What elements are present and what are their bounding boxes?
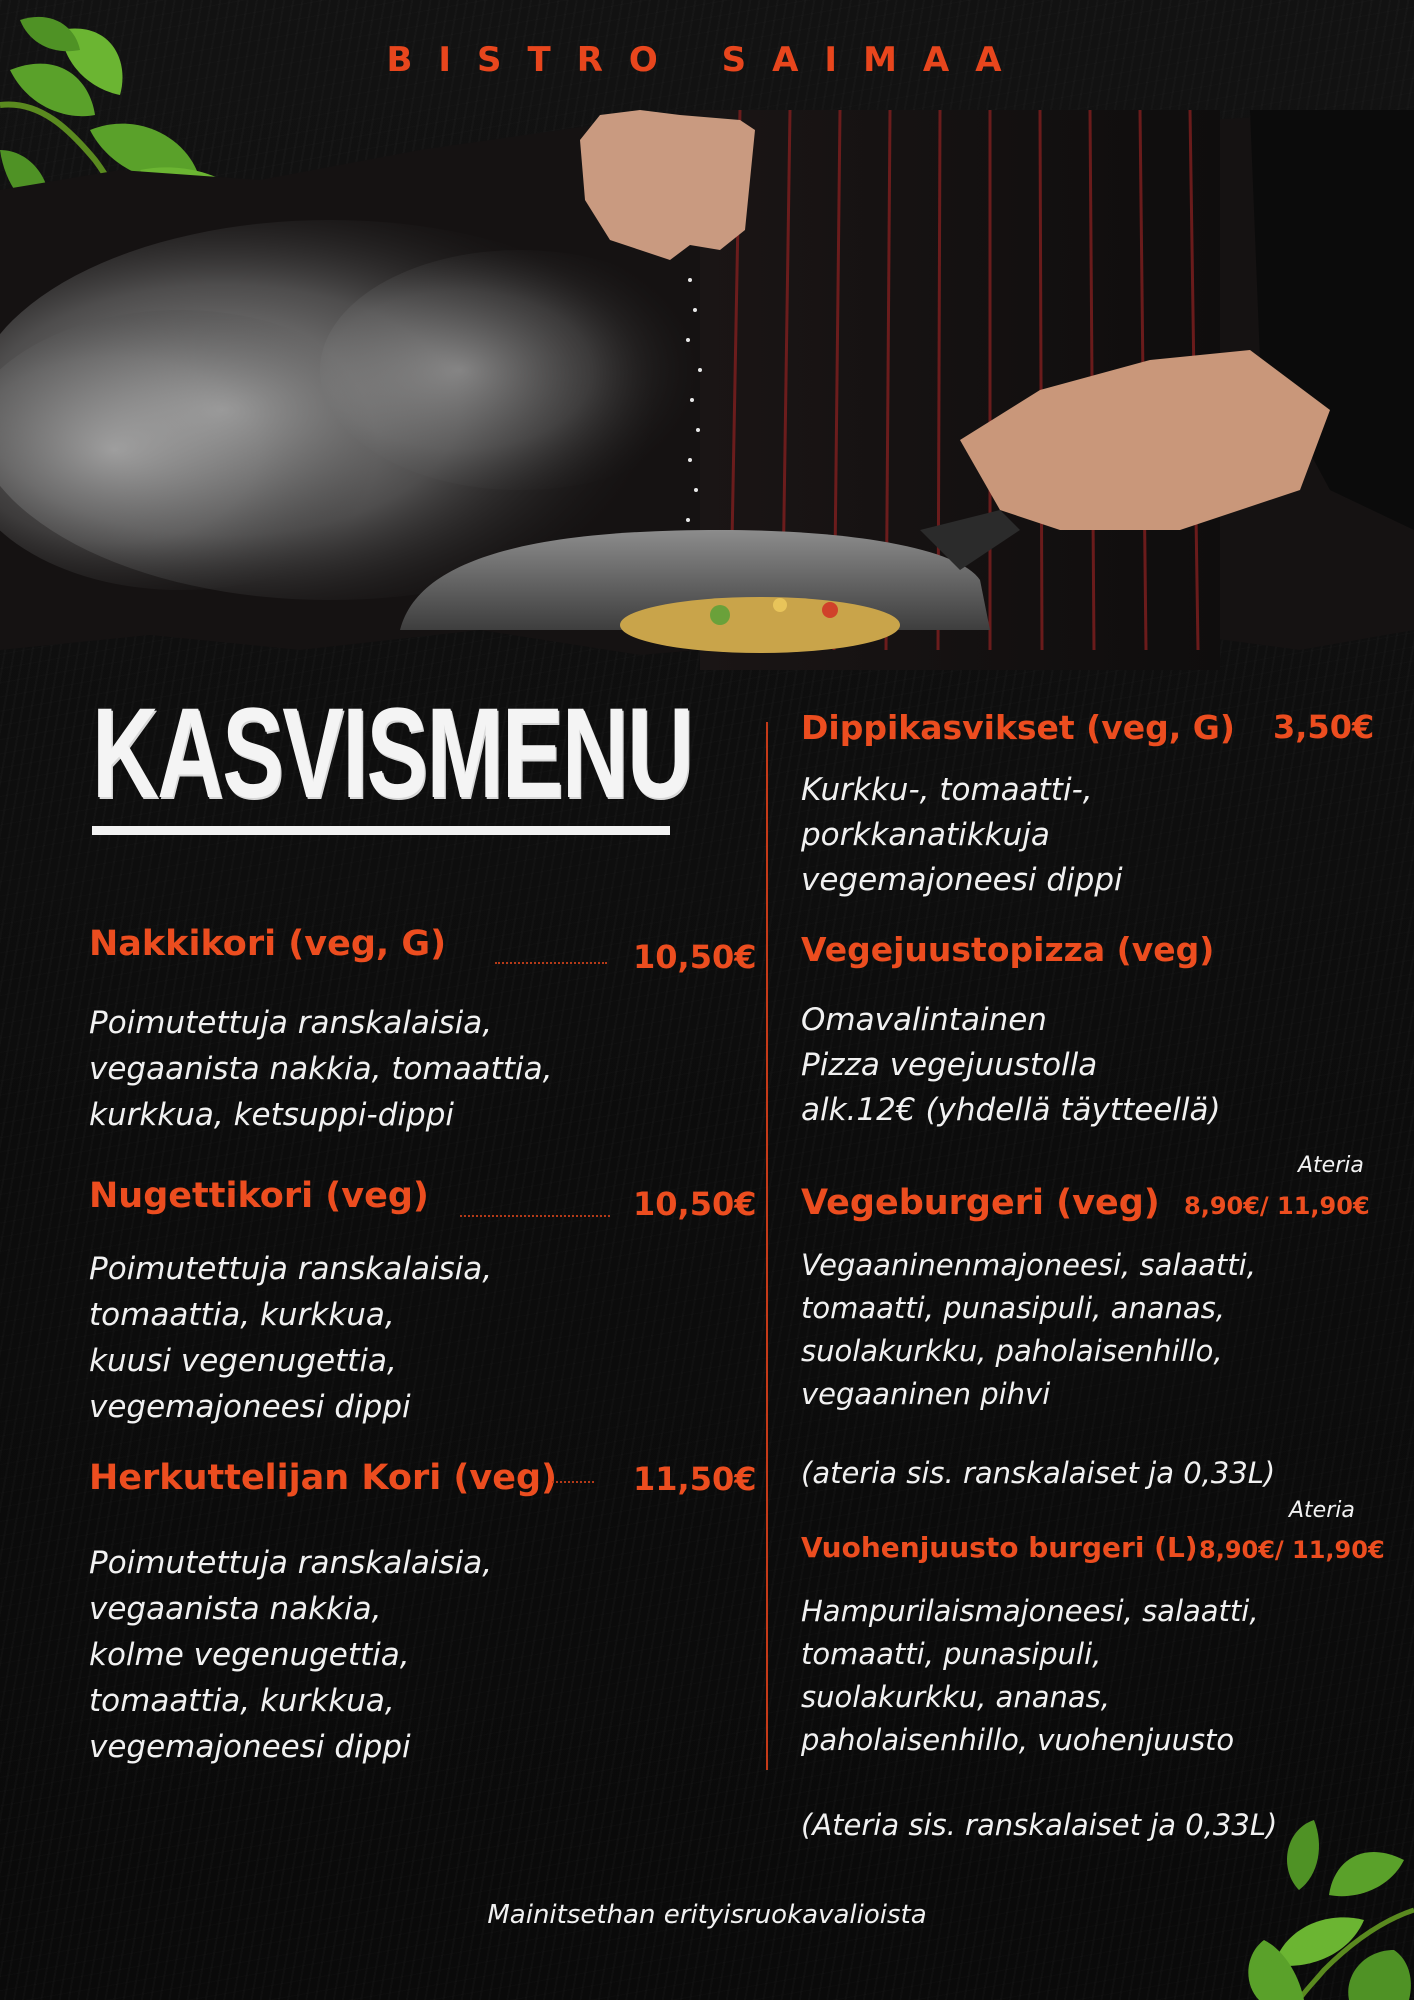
description-line: Kurkku-, tomaatti-, — [801, 772, 1093, 808]
tomato-leaves-bottom-right-image — [1244, 1800, 1414, 2000]
description-line: tomaatti, punasipuli, ananas, — [801, 1291, 1225, 1325]
menu-item-description — [801, 998, 1221, 1133]
menu-item-name: Nugettikori (veg) — [89, 1176, 429, 1216]
description-line: Omavalintainen — [801, 1002, 1047, 1038]
menu-item-price: 3,50€ — [1273, 708, 1375, 746]
column-divider — [766, 722, 768, 1770]
menu-item-description — [801, 1244, 1256, 1416]
description-line: kolme vegenugettia, — [89, 1637, 410, 1673]
meal-label: Ateria — [1289, 1498, 1355, 1523]
description-line: vegemajoneesi dippi — [801, 862, 1123, 898]
meal-note: (Ateria sis. ranskalaiset ja 0,33L) — [801, 1808, 1278, 1842]
menu-title: KASVISMENU — [92, 682, 693, 825]
menu-item-name: Vegeburgeri (veg) — [801, 1183, 1160, 1223]
menu-item-name: Herkuttelijan Kori (veg) — [89, 1458, 557, 1498]
description-line: paholaisenhillo, vuohenjuusto — [801, 1723, 1235, 1757]
description-line: porkkanatikkuja — [801, 817, 1050, 853]
chef-wok-illustration — [0, 110, 1414, 670]
description-line: vegaaninen pihvi — [801, 1377, 1051, 1411]
menu-item-price: 8,90€/ 11,90€ — [1184, 1192, 1370, 1220]
description-line: suolakurkku, paholaisenhillo, — [801, 1334, 1223, 1368]
menu-item-price: 8,90€/ 11,90€ — [1199, 1536, 1385, 1564]
description-line: Poimutettuja ranskalaisia, — [89, 1545, 493, 1581]
description-line: Poimutettuja ranskalaisia, — [89, 1251, 493, 1287]
description-line: tomaattia, kurkkua, — [89, 1683, 395, 1719]
description-line: kurkkua, ketsuppi-dippi — [89, 1097, 454, 1133]
menu-item-description — [801, 1590, 1259, 1762]
menu-item-description — [89, 1246, 492, 1430]
description-line: vegemajoneesi dippi — [89, 1729, 411, 1765]
description-line: Vegaaninenmajoneesi, salaatti, — [801, 1248, 1256, 1282]
meal-note: (ateria sis. ranskalaiset ja 0,33L) — [801, 1456, 1276, 1490]
description-line: Hampurilaismajoneesi, salaatti, — [801, 1594, 1259, 1628]
menu-item-price: 10,50€ — [633, 1185, 757, 1223]
dot-leader — [495, 962, 607, 964]
description-line: kuusi vegenugettia, — [89, 1343, 397, 1379]
description-line: suolakurkku, ananas, — [801, 1680, 1110, 1714]
description-line: alk.12€ (yhdellä täytteellä) — [801, 1092, 1221, 1128]
menu-item-name: Dippikasvikset (veg, G) — [801, 708, 1235, 747]
dietary-note-footer: Mainitsethan erityisruokavalioista — [487, 1900, 927, 1930]
menu-item-name: Vuohenjuusto burgeri (L) — [801, 1531, 1198, 1564]
description-line: vegaanista nakkia, tomaattia, — [89, 1051, 553, 1087]
description-line: tomaatti, punasipuli, — [801, 1637, 1102, 1671]
description-line: vegemajoneesi dippi — [89, 1389, 411, 1425]
menu-item-price: 10,50€ — [633, 938, 757, 976]
title-underline — [92, 826, 670, 835]
menu-item-name: Vegejuustopizza (veg) — [801, 930, 1215, 969]
description-line: vegaanista nakkia, — [89, 1591, 382, 1627]
menu-item-description — [801, 768, 1123, 903]
hero-cooking-image — [0, 110, 1414, 670]
description-line: Poimutettuja ranskalaisia, — [89, 1005, 493, 1041]
menu-item-description — [89, 1540, 492, 1770]
menu-item-name: Nakkikori (veg, G) — [89, 924, 447, 964]
dot-leader — [552, 1481, 594, 1483]
description-line: Pizza vegejuustolla — [801, 1047, 1098, 1083]
description-line: tomaattia, kurkkua, — [89, 1297, 395, 1333]
brand-name: BISTRO SAIMAA — [386, 40, 1028, 80]
dot-leader — [460, 1215, 610, 1217]
menu-item-price: 11,50€ — [633, 1460, 757, 1498]
meal-label: Ateria — [1298, 1153, 1364, 1178]
menu-item-description — [89, 1000, 552, 1138]
